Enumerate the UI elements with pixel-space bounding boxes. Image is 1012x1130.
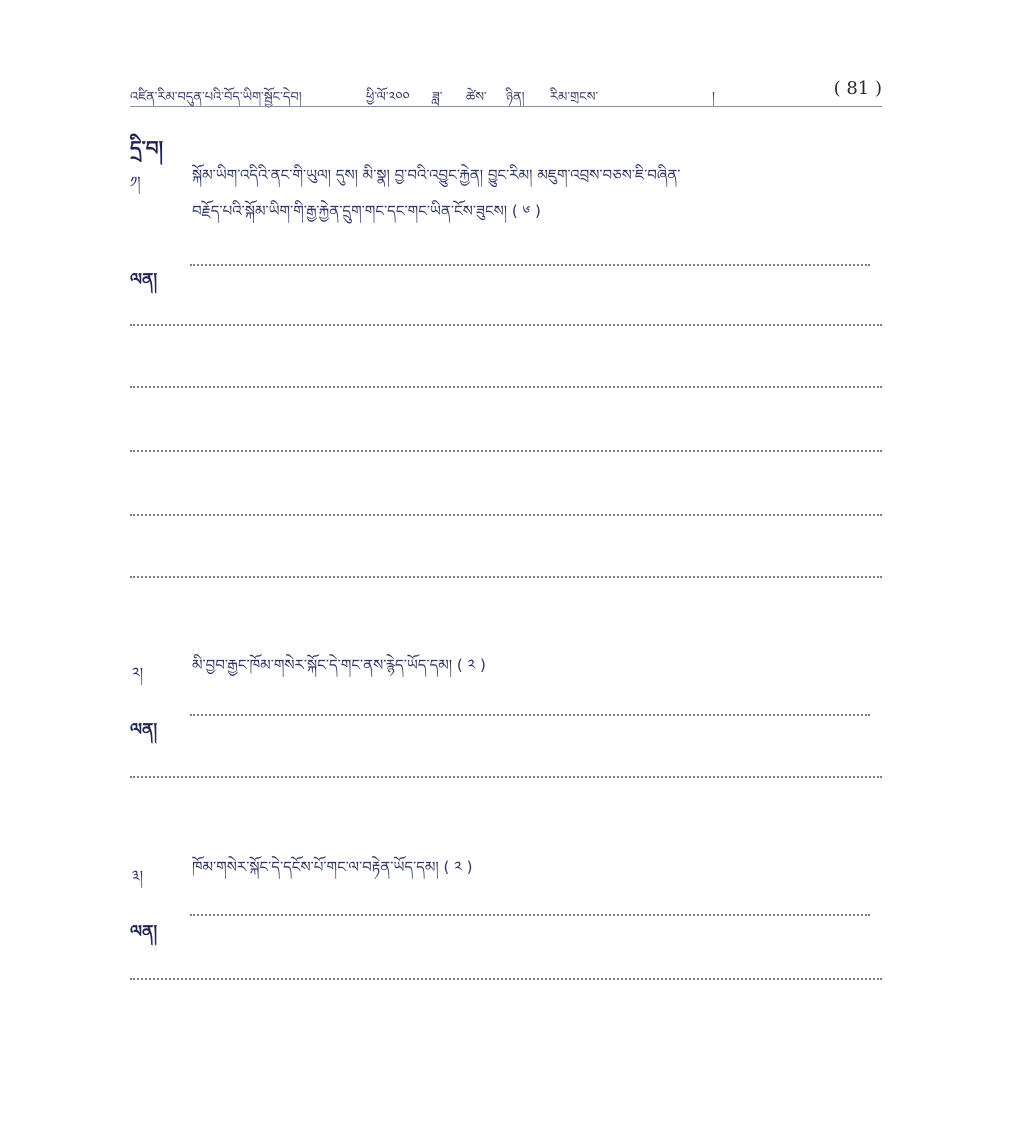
- date-month-field: ཟླ་: [432, 90, 443, 105]
- answer-line[interactable]: [190, 714, 870, 716]
- answer-line[interactable]: [130, 514, 882, 516]
- question-2-number: ༢།: [132, 664, 144, 682]
- book-title: འཛིན་རིམ་བདུན་པའི་བོད་ཡིག་སྦྱོང་དེབ།: [130, 90, 302, 105]
- class-number-field: རིམ་གྲངས་: [550, 90, 599, 105]
- question-3-answer-label: ལན།: [130, 922, 158, 942]
- section-heading: དྲི་བ།: [130, 136, 164, 160]
- page-number: ( 81 ): [833, 78, 882, 99]
- running-header: [130, 78, 882, 104]
- answer-line[interactable]: [130, 776, 882, 778]
- question-1-line-1: སྐོམ་ཡིག་འདིའི་ནང་གི་ཡུལ། དུས། མི་སྣ། བྱ་བའི་འབྱུང་རྐྱེན། བྱུང་རིམ། མཇུག་འབྲས་བཅས་ཇི་བཞིན་: [192, 166, 681, 184]
- header-separator: །: [712, 90, 715, 105]
- question-1-number: ༡།: [130, 173, 141, 191]
- answer-line[interactable]: [130, 450, 882, 452]
- answer-line[interactable]: [190, 914, 870, 916]
- weekday-field: ཉིན།: [506, 90, 525, 105]
- date-day-field: ཚེས་: [466, 90, 487, 105]
- header-divider: [130, 106, 882, 107]
- answer-line[interactable]: [130, 978, 882, 980]
- answer-line[interactable]: [130, 576, 882, 578]
- answer-line[interactable]: [190, 264, 870, 266]
- question-2-answer-label: ལན།: [130, 720, 158, 740]
- question-1-answer-label: ལན།: [130, 270, 158, 290]
- date-year-field: ཕྱི་ལོ་༢༠༠: [366, 90, 410, 105]
- answer-line[interactable]: [130, 324, 882, 326]
- question-3-number: ༣།: [132, 867, 144, 885]
- answer-line[interactable]: [130, 386, 882, 388]
- question-2-line-1: མི་བྱབ་རྒྱང་ཁོམ་གསེར་སྐོང་དེ་གང་ནས་རྙེད་ཡོད་དམ། ( ༢ ): [192, 656, 486, 674]
- question-1-line-2: བརྗོད་པའི་སྐོམ་ཡིག་གི་རྒྱ་རྐྱེན་དྲུག་གང་དང་གང་ཡིན་ངོས་ཟུངས། ( ༦ ): [192, 202, 541, 220]
- question-3-line-1: ཁོམ་གསེར་སྐོང་དེ་དངོས་པོ་གང་ལ་བརྟེན་ཡོད་དམ། ( ༢ ): [192, 858, 473, 876]
